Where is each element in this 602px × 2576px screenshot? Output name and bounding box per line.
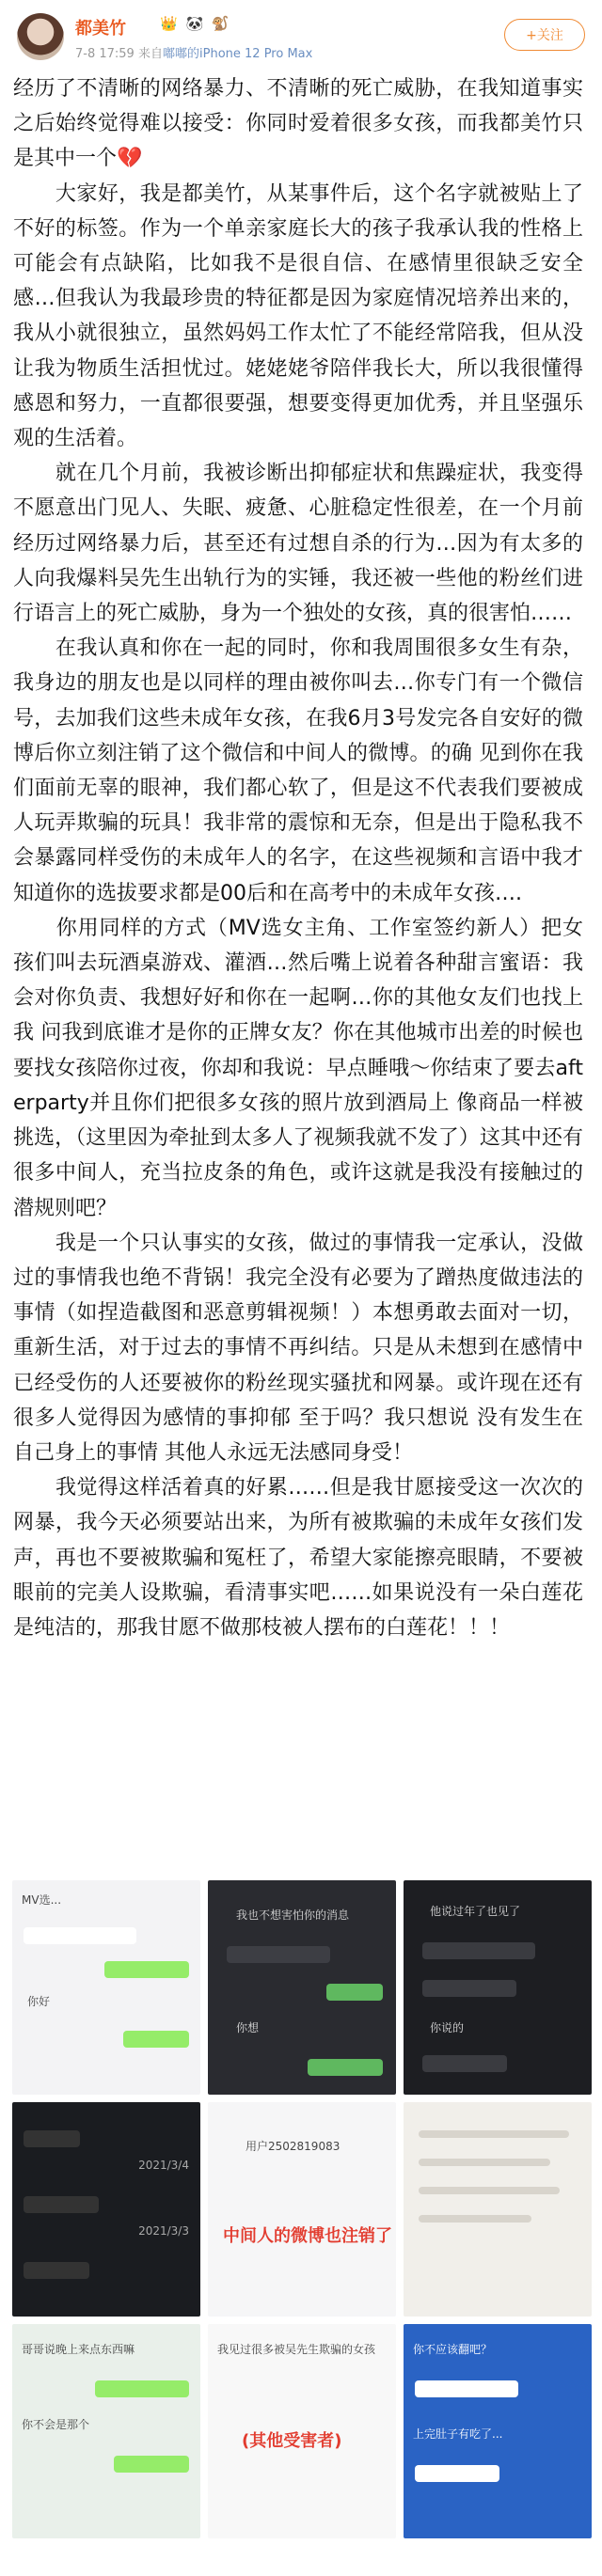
paragraph: 大家好，我是都美竹，从某事件后，这个名字就被贴上了不好的标签。作为一个单亲家庭长大的孩子我承认我的性格上可能会有点缺陷，比如我不是很自信、在感情里很缺乏安全感…但我认为我最珍贵的特征都是因为家庭情况培养出来的，我从小就很独立，虽然妈妈工作太忙了不能经常陪我，但从没让我为物质生活担忧过。姥姥姥爷陪伴我长大，所以我很懂得感恩和努力，一直都很要强，想要变得更加优秀，并且坚强乐观的生活着。 <box>13 181 583 451</box>
paragraph: 你用同样的方式（MV选女主角、工作室签约新人）把女孩们叫去玩酒桌游戏、灌酒…然后嘴上说着各种甜言蜜语：我会对你负责、我想好好和你在一起啊…你的其他女友们也找上我 问我到底谁才是你的正牌女友？你在其他城市出差的时候也要找女孩陪你过夜，你却和我说：早点睡哦～你结束了要去afterparty并且你们把很多女孩的照片放到酒局上 像商品一样被挑选，（这里因为牵扯到太多人了视频我就不发了）这其中还有很多中间人，充当拉皮条的角色，或许这就是我没有接触过的潜规则吧？ <box>13 916 583 1220</box>
image-text: 你不会是那个 <box>22 2418 90 2431</box>
image-chat-screenshot-4[interactable] <box>12 2102 200 2317</box>
avatar[interactable] <box>17 13 64 60</box>
paragraph: 经历了不清晰的网络暴力、不清晰的死亡威胁，在我知道事实之后始终觉得难以接受：你同时爱着很多女孩，而我都美竹只是其中一个💔 <box>13 77 583 171</box>
image-grid <box>12 1880 592 2538</box>
image-document-photo[interactable] <box>404 2102 592 2317</box>
image-chat-screenshot-5[interactable] <box>12 2324 200 2538</box>
image-chat-screenshot-1[interactable] <box>12 1880 200 2095</box>
source-device[interactable]: 嘟嘟的iPhone 12 Pro Max <box>163 47 313 61</box>
follow-button[interactable]: +关注 <box>504 19 585 51</box>
image-text: 哥哥说晚上来点东西嘛 <box>22 2343 135 2356</box>
highlight-text: 中间人的微博也注销了 <box>223 2226 392 2246</box>
image-text: 你说的 <box>430 2021 465 2034</box>
user-badges: 👑 🐼 🐒 <box>160 15 231 32</box>
image-text: MV选... <box>22 1893 62 1907</box>
username[interactable]: 都美竹 <box>75 19 126 39</box>
post-body <box>0 71 602 1645</box>
image-text: 2021/3/4 <box>138 2159 189 2172</box>
post-header <box>0 0 602 71</box>
image-chat-screenshot-2[interactable] <box>208 1880 396 2095</box>
image-text: 你想 <box>236 2021 260 2034</box>
image-weibo-deleted-screenshot[interactable] <box>208 2102 396 2317</box>
image-text: 你不应该翻吧？ <box>413 2343 493 2356</box>
paragraph: 就在几个月前，我被诊断出抑郁症状和焦躁症状，我变得不愿意出门见人、失眠、疲惫、心脏稳定性很差，在一个月前经历过网络暴力后，甚至还有过想自杀的行为…因为有太多的人向我爆料吴先生出轨行为的实锤，我还被一些他的粉丝们进行语言上的死亡威胁，身为一个独处的女孩，真的很害怕…… <box>13 462 583 626</box>
post-meta <box>75 43 312 61</box>
paragraph: 在我认真和你在一起的同时，你和我周围很多女生有杂，我身边的朋友也是以同样的理由被你叫去…你专门有一个微信号，去加我们这些未成年女孩，在我6月3号发完各自安好的微博后你立刻注销了这个微信和中间人的微博。的确 见到你在我们面前无辜的眼神，我们都心软了，但是这不代表我们要被成人玩弄欺骗的玩具！我非常的震惊和无奈，但是出于隐私我不会暴露同样受伤的未成年人的名字，在这些视频和言语中我才知道你的选拔要求都是00后和在高考中的未成年女孩…. <box>13 636 583 905</box>
image-text: 用户2502819083 <box>246 2140 341 2153</box>
image-text: 2021/3/3 <box>138 2224 189 2238</box>
image-chat-screenshot-3[interactable] <box>404 1880 592 2095</box>
image-text: 我见过很多被吴先生欺骗的女孩 <box>217 2343 376 2356</box>
image-text-screenshot[interactable] <box>208 2324 396 2538</box>
image-text: 我也不想害怕你的消息 <box>236 1908 350 1922</box>
image-text: 你好 <box>27 1995 51 2008</box>
paragraph: 我是一个只认事实的女孩，做过的事情我一定承认，没做过的事情我也绝不背锅！我完全没有必要为了蹭热度做违法的事情（如捏造截图和恶意剪辑视频！）本想勇敢去面对一切，重新生活，对于过去的事情不再纠结。只是从未想到在感情中已经受伤的人还要被你的粉丝现实骚扰和网暴。或许现在还有很多人觉得因为感情的事抑郁 至于吗？我只想说 没有发生在自己身上的事情 其他人永远无法感同身受！ <box>13 1231 583 1465</box>
source-prefix: 来自 <box>137 47 163 61</box>
image-text: 他说过年了也见了 <box>430 1905 521 1918</box>
highlight-text: (其他受害者) <box>242 2431 342 2451</box>
image-chat-screenshot-6[interactable] <box>404 2324 592 2538</box>
image-text: 上完肚子有吃了... <box>413 2427 503 2441</box>
paragraph: 我觉得这样活着真的好累……但是我甘愿接受这一次次的网暴，我今天必须要站出来，为所有被欺骗的未成年女孩们发声，再也不要被欺骗和冤枉了，希望大家能擦亮眼睛，不要被眼前的完美人设欺骗，看清事实吧……如果说没有一朵白莲花是纯洁的，那我甘愿不做那枝被人摆布的白莲花！！！ <box>13 1476 583 1640</box>
post-time: 7-8 17:59 <box>75 47 135 61</box>
